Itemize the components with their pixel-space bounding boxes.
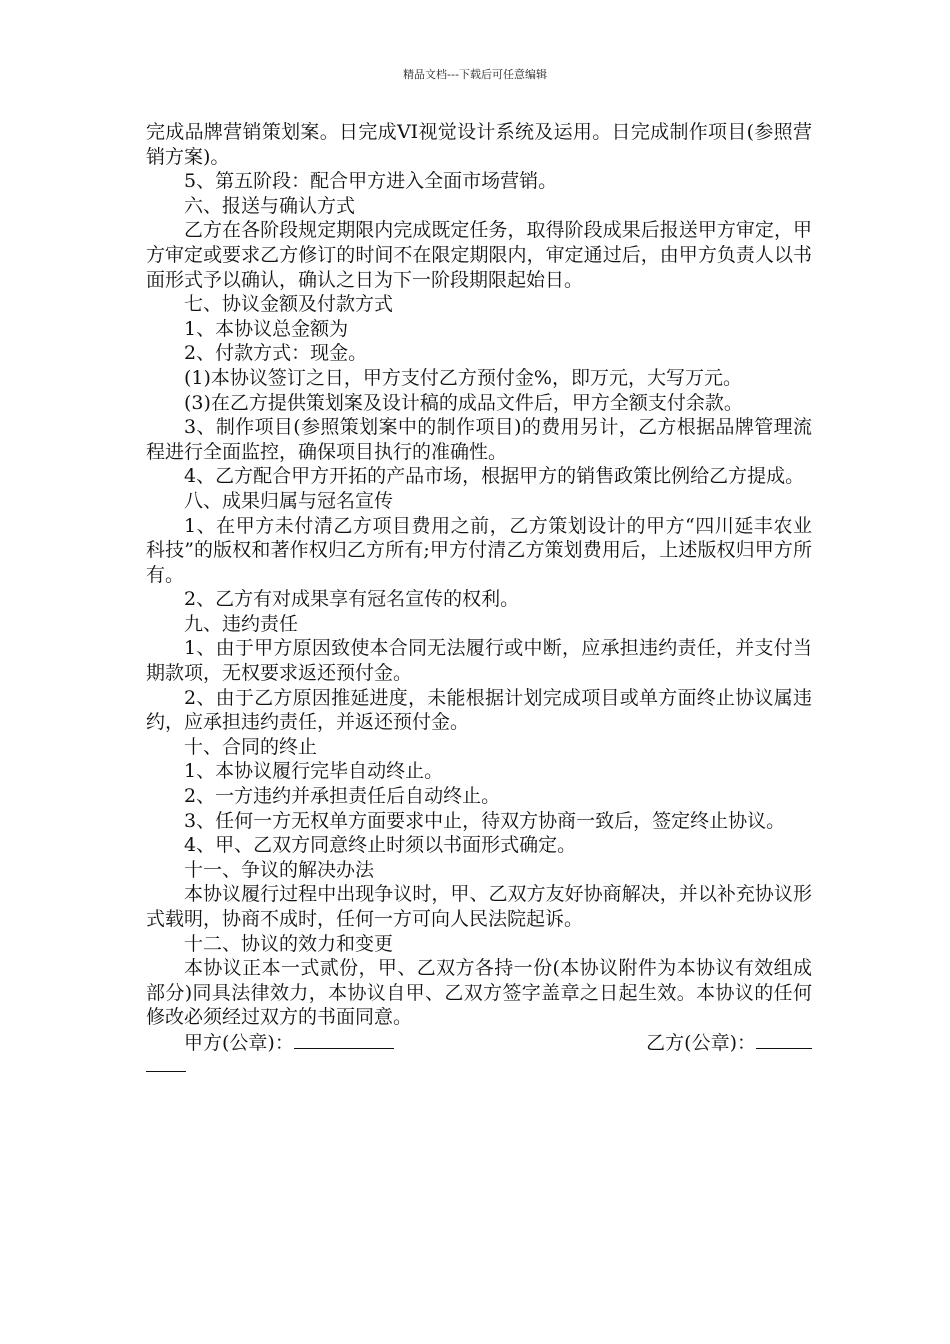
paragraph: 3、任何一方无权单方面要求中止，待双方协商一致后，签定终止协议。 xyxy=(184,809,786,832)
paragraph: 2、一方违约并承担责任后自动终止。 xyxy=(184,785,501,808)
paragraph: 4、乙方配合甲方开拓的产品市场，根据甲方的销售政策比例给乙方提成。 xyxy=(184,465,805,488)
paragraph: 本协议履行过程中出现争议时，甲、乙双方友好协商解决，并以补充协议形式载明，协商不成时，任何一方可向人民法院起诉。 xyxy=(146,883,812,930)
paragraph: 1、本协议履行完毕自动终止。 xyxy=(184,760,444,783)
party-b-label: 乙方(公章)： xyxy=(646,1031,756,1054)
party-a-signature xyxy=(184,1030,394,1056)
paragraph: (1)本协议签订之日，甲方支付乙方预付金%，即万元，大写万元。 xyxy=(184,366,742,389)
paragraph: 2、乙方有对成果享有冠名宣传的权利。 xyxy=(184,588,520,611)
section-heading: 七、协议金额及付款方式 xyxy=(184,293,394,316)
paragraph: 2、付款方式：现金。 xyxy=(184,342,368,365)
signature-blank-continuation xyxy=(146,1055,186,1072)
paragraph: 2、由于乙方原因推延进度，未能根据计划完成项目或单方面终止协议属违约，应承担违约责任，并返还预付金。 xyxy=(146,686,812,734)
paragraph: 乙方在各阶段规定期限内完成既定任务，取得阶段成果后报送甲方审定，甲方审定或要求乙方修订的时间不在限定期限内，审定通过后，由甲方负责人以书面形式予以确认，确认之日为下一阶段期限起始日。 xyxy=(146,219,812,291)
section-heading: 六、报送与确认方式 xyxy=(184,194,356,217)
section-heading: 九、违约责任 xyxy=(184,612,299,635)
paragraph: 1、在甲方未付清乙方项目费用之前，乙方策划设计的甲方“四川延丰农业科技”的版权和著作权归乙方所有;甲方付清乙方策划费用后，上述版权归甲方所有。 xyxy=(146,514,812,586)
party-b-signature xyxy=(646,1030,812,1056)
signature-row xyxy=(146,1030,812,1055)
paragraph: 3、制作项目(参照策划案中的制作项目)的费用另计，乙方根据品牌管理流程进行全面监控，确保项目执行的准确性。 xyxy=(146,416,812,463)
paragraph: 1、由于甲方原因致使本合同无法履行或中断，应承担违约责任，并支付当期款项，无权要求返还预付金。 xyxy=(146,637,812,685)
paragraph: 1、本协议总金额为 xyxy=(184,317,349,340)
paragraph: 本协议正本一式贰份，甲、乙双方各持一份(本协议附件为本协议有效组成部分)同具法律效力，本协议自甲、乙双方签字盖章之日起生效。本协议的任何修改必须经过双方的书面同意。 xyxy=(146,957,812,1029)
paragraph: (3)在乙方提供策划案及设计稿的成品文件后，甲方全额支付余款。 xyxy=(184,391,743,414)
party-a-label: 甲方(公章)： xyxy=(184,1031,294,1054)
paragraph: 5、第五阶段：配合甲方进入全面市场营销。 xyxy=(184,170,558,193)
section-heading: 八、成果归属与冠名宣传 xyxy=(184,489,394,512)
document-body xyxy=(146,120,812,1072)
paragraph: 完成品牌营销策划案。日完成VI视觉设计系统及运用。日完成制作项目(参照营销方案)。 xyxy=(146,121,812,168)
party-a-signature-blank xyxy=(294,1030,394,1049)
section-heading: 十二、协议的效力和变更 xyxy=(184,932,394,955)
section-heading: 十一、争议的解决办法 xyxy=(184,858,375,881)
paragraph: 4、甲、乙双方同意终止时须以书面形式确定。 xyxy=(184,834,577,857)
page-header: 精品文档---下载后可任意编辑 xyxy=(403,68,547,81)
section-heading: 十、合同的终止 xyxy=(184,735,318,758)
party-b-signature-blank xyxy=(756,1030,812,1049)
